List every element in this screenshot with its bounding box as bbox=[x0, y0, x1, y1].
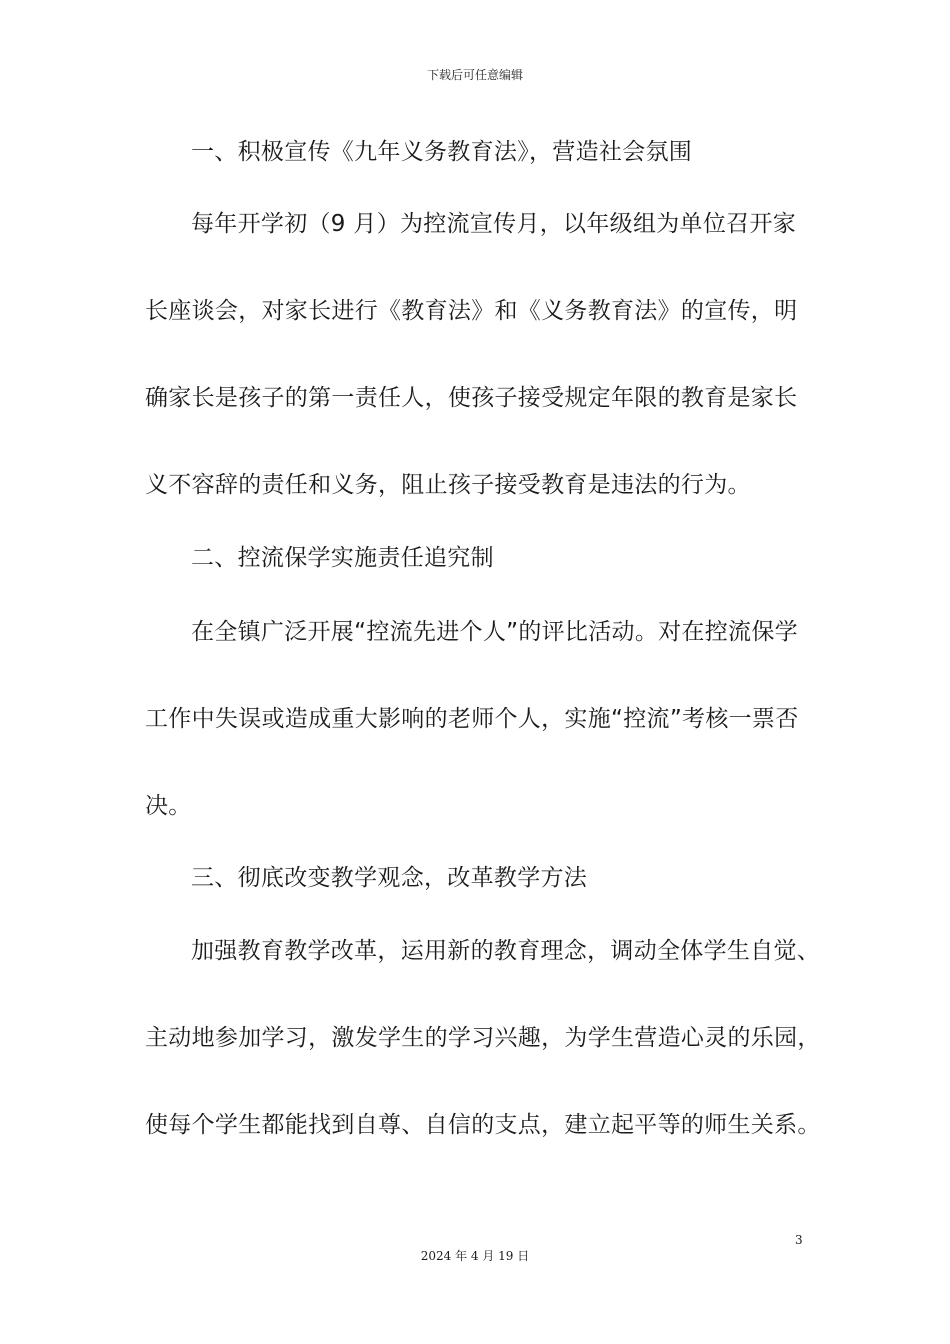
paragraph-line: 使每个学生都能找到自尊、自信的支点，建立起平等的师生关系。 bbox=[145, 1112, 821, 1138]
paragraph-line: 加强教育教学改革，运用新的教育理念，调动全体学生自觉、 bbox=[191, 938, 821, 964]
paragraph-line: 在全镇广泛开展“控流先进个人”的评比活动。对在控流保学 bbox=[191, 619, 798, 645]
paragraph-line: 主动地参加学习，激发学生的学习兴趣，为学生营造心灵的乐园， bbox=[145, 1025, 821, 1051]
page-header: 下载后可任意编辑 bbox=[426, 68, 523, 82]
section-heading-1: 一、积极宣传《九年义务教育法》，营造社会氛围 bbox=[191, 139, 693, 165]
page-number: 3 bbox=[795, 1233, 803, 1247]
section-heading-3: 三、彻底改变教学观念，改革教学方法 bbox=[191, 865, 588, 891]
paragraph-line: 工作中失误或造成重大影响的老师个人，实施“控流”考核一票否 bbox=[145, 706, 799, 732]
paragraph-line: 义不容辞的责任和义务，阻止孩子接受教育是违法的行为。 bbox=[145, 472, 751, 498]
paragraph-line: 长座谈会，对家长进行《教育法》和《义务教育法》的宣传，明 bbox=[145, 298, 798, 324]
paragraph-line: 决。 bbox=[145, 793, 192, 819]
section-heading-2: 二、控流保学实施责任追究制 bbox=[191, 545, 494, 571]
paragraph-line: 每年开学初（9 月）为控流宣传月，以年级组为单位召开家 bbox=[191, 211, 797, 237]
page-footer-date: 2024 年 4 月 19 日 bbox=[420, 1249, 530, 1263]
paragraph-line: 确家长是孩子的第一责任人，使孩子接受规定年限的教育是家长 bbox=[145, 385, 798, 411]
